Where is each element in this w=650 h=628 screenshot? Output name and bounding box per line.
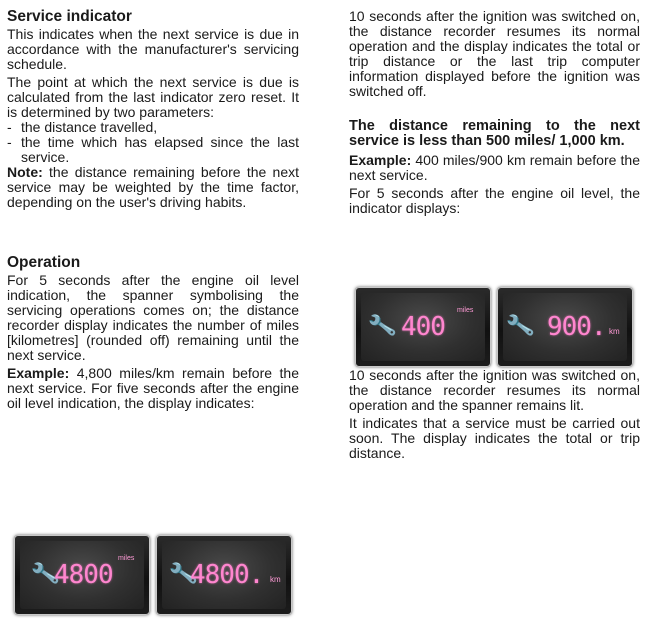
note-label: Note: (7, 164, 43, 180)
ignition-paragraph: 10 seconds after the ignition was switched on, the distance recorder resumes its normal operation and the display indicates the total or trip distance or the last trip computer information displayed before the ignition was switched off. (349, 8, 640, 99)
display-panel-km (497, 287, 633, 367)
list-item-text: the time which has elapsed since the last service. (21, 134, 299, 165)
indicator-paragraph: For 5 seconds after the engine oil level, the indicator displays: (349, 185, 640, 216)
example-label: Example: (7, 365, 70, 381)
left-column (7, 8, 299, 414)
display-panel-miles (14, 535, 150, 615)
example-text: 400 miles/900 km remain before the next service. (349, 152, 640, 183)
display-unit: miles (457, 307, 474, 314)
display-digits: 900. (547, 312, 606, 342)
display-unit: miles (118, 555, 135, 562)
operation-title: Operation (7, 254, 81, 271)
calculation-paragraph: The point at which the next service is due is calculated from the last indicator zero reset. It is determined by two parameters: (7, 74, 299, 120)
list-item: - the time which has elapsed since the last service. (7, 134, 299, 165)
distance-remaining-heading: The distance remaining to the next service is less than 500 miles/ 1,000 km. (349, 118, 640, 149)
spanner-lit-paragraph: 10 seconds after the ignition was switched on, the distance recorder resumes its normal operation and the spanner remains lit. (349, 367, 640, 413)
example-label: Example: (349, 152, 412, 168)
example-paragraph (7, 366, 299, 411)
service-soon-paragraph: It indicates that a service must be carried out soon. The display indicates the total or trip distance. (349, 415, 640, 461)
spanner-icon: 🔧 (366, 310, 399, 341)
spanner-icon: 🔧 (167, 558, 200, 589)
intro-paragraph: This indicates when the next service is due in accordance with the manufacturer's servicing schedule. (7, 26, 299, 72)
example-text: 4,800 miles/km remain before the next service. For five seconds after the engine oil level indication, the display indicates: (7, 365, 299, 411)
spanner-icon: 🔧 (504, 310, 537, 341)
operation-paragraph: For 5 seconds after the engine oil level indication, the spanner symbolising the servicing operations comes on; the distance recorder display indicates the number of miles [kilometres] (rounded off) remaining until the next service. (7, 272, 299, 363)
display-digits: 4800 (54, 560, 113, 590)
display-unit: km (609, 327, 620, 336)
display-unit: km (270, 575, 281, 584)
display-digits: 400 (401, 312, 445, 342)
example-paragraph (349, 153, 640, 183)
service-indicator-title: Service indicator (7, 8, 132, 25)
list-item-text: the distance travelled, (21, 119, 158, 135)
display-digits: 4800. (190, 560, 264, 590)
spanner-icon: 🔧 (29, 558, 62, 589)
display-panel-miles (355, 287, 491, 367)
display-panel-km (156, 535, 292, 615)
note-text: the distance remaining before the next service may be weighted by the time factor, depending on the user's driving habits. (7, 164, 299, 210)
list-item: - the distance travelled, (7, 119, 158, 135)
note-paragraph (7, 165, 299, 210)
right-column (349, 9, 640, 464)
